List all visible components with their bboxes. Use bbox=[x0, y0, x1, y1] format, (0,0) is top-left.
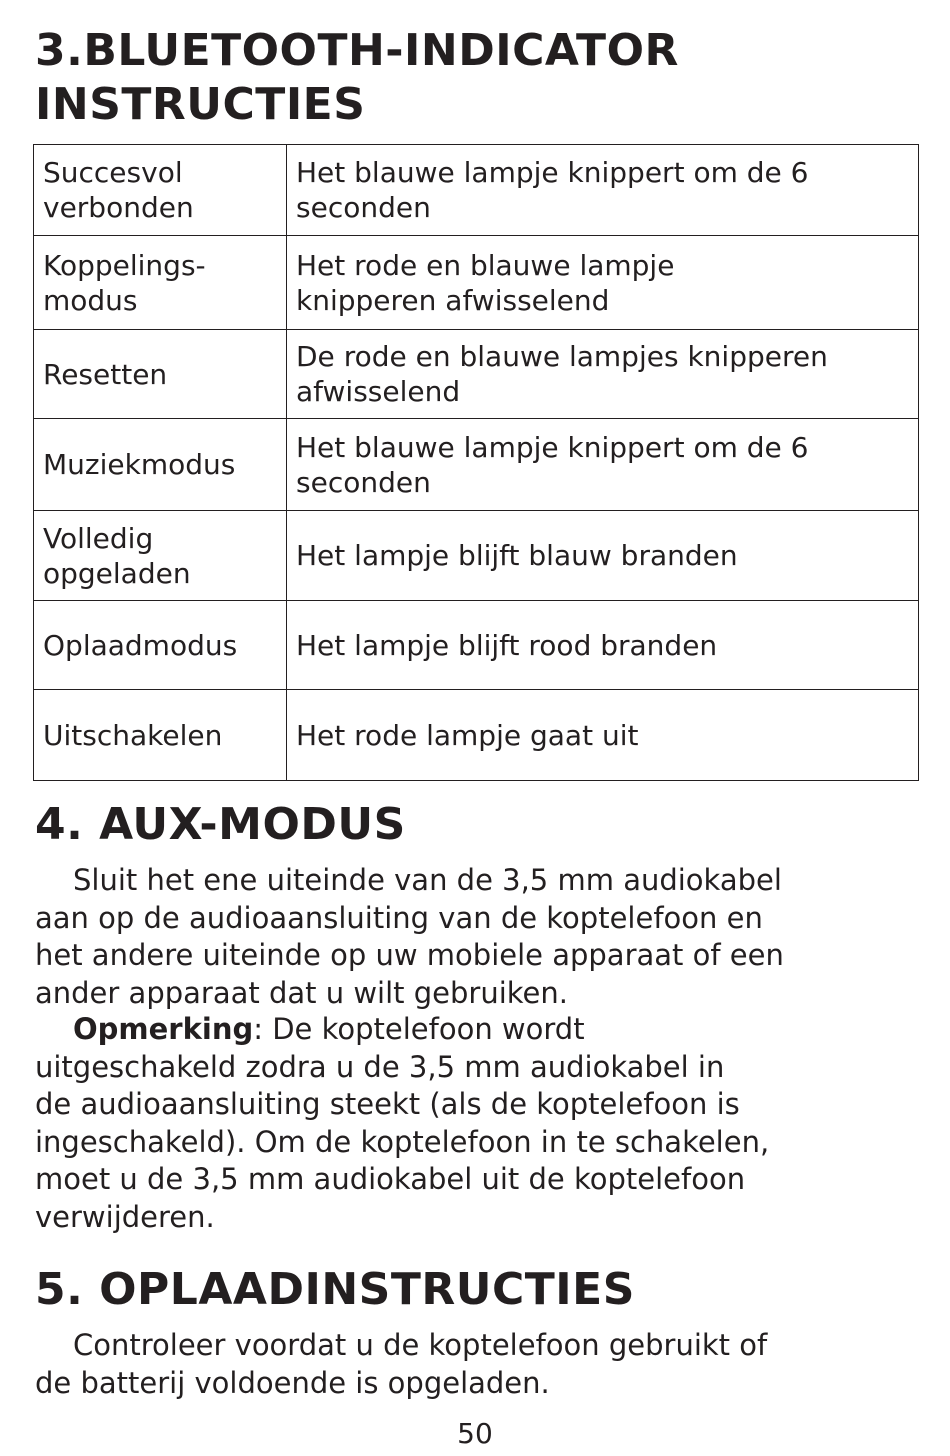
status-cell bbox=[34, 236, 287, 330]
section-4-title: 4. AUX-MODUS bbox=[35, 799, 406, 850]
status-cell bbox=[34, 330, 287, 419]
section-3-title-line-2: INSTRUCTIES bbox=[35, 79, 366, 130]
status-text: Koppelings- bbox=[43, 248, 206, 282]
charging-paragraph bbox=[35, 1327, 915, 1402]
status-cell bbox=[34, 690, 287, 781]
status-cell bbox=[34, 511, 287, 601]
section-3-title bbox=[35, 24, 915, 132]
description-cell bbox=[287, 419, 919, 511]
page-number: 50 bbox=[457, 1417, 493, 1450]
section-5-title: 5. OPLAADINSTRUCTIES bbox=[35, 1264, 635, 1315]
paragraph-line: ingeschakeld). Om de koptelefoon in te schakelen, bbox=[35, 1124, 770, 1159]
paragraph-line: Controleer voordat u de koptelefoon gebruikt of bbox=[73, 1328, 768, 1362]
status-cell bbox=[34, 145, 287, 236]
description-text: Het blauwe lampje knippert om de 6 bbox=[296, 430, 809, 464]
table-row bbox=[34, 236, 919, 330]
description-text: Het lampje blijft blauw branden bbox=[296, 539, 738, 572]
status-text: Muziekmodus bbox=[43, 448, 236, 481]
paragraph-line: : De koptelefoon wordt bbox=[253, 1012, 585, 1046]
table-row bbox=[34, 601, 919, 690]
status-text: Uitschakelen bbox=[43, 718, 223, 752]
table-row bbox=[34, 419, 919, 511]
bluetooth-indicator-table bbox=[33, 144, 919, 781]
description-text: Het rode en blauwe lampje bbox=[296, 248, 675, 282]
aux-mode-paragraph bbox=[35, 862, 915, 1012]
aux-mode-note bbox=[35, 1011, 915, 1236]
description-cell bbox=[287, 145, 919, 236]
status-text: Resetten bbox=[43, 357, 168, 391]
paragraph-line: Sluit het ene uiteinde van de 3,5 mm audiokabel bbox=[73, 863, 782, 897]
status-text: Volledig bbox=[43, 521, 154, 555]
paragraph-line: het andere uiteinde op uw mobiele apparaat of een bbox=[35, 938, 784, 972]
paragraph-line: moet u de 3,5 mm audiokabel uit de koptelefoon bbox=[35, 1162, 746, 1196]
section-3-title-line-1: 3.BLUETOOTH-INDICATOR bbox=[35, 25, 679, 76]
status-text: Oplaadmodus bbox=[43, 628, 238, 662]
description-text: seconden bbox=[296, 191, 431, 224]
description-cell bbox=[287, 511, 919, 601]
paragraph-line: ander apparaat dat u wilt gebruiken. bbox=[35, 975, 568, 1010]
description-text: afwisselend bbox=[296, 375, 461, 408]
status-text: verbonden bbox=[43, 191, 194, 224]
status-text: modus bbox=[43, 283, 138, 317]
status-cell bbox=[34, 419, 287, 511]
description-text: Het lampje blijft rood branden bbox=[296, 628, 718, 662]
description-cell bbox=[287, 330, 919, 419]
table-row bbox=[34, 145, 919, 236]
description-cell bbox=[287, 690, 919, 781]
description-text: Het rode lampje gaat uit bbox=[296, 718, 639, 752]
description-cell bbox=[287, 601, 919, 690]
status-text: Succesvol bbox=[43, 156, 183, 189]
paragraph-line: de batterij voldoende is opgeladen. bbox=[35, 1365, 550, 1400]
description-text: seconden bbox=[296, 465, 431, 499]
status-text: opgeladen bbox=[43, 556, 191, 590]
description-text: Het blauwe lampje knippert om de 6 bbox=[296, 156, 809, 189]
description-text: De rode en blauwe lampjes knipperen bbox=[296, 340, 828, 373]
table-row bbox=[34, 330, 919, 419]
table-row bbox=[34, 511, 919, 601]
paragraph-line: verwijderen. bbox=[35, 1199, 215, 1234]
description-text: knipperen afwisselend bbox=[296, 283, 610, 317]
paragraph-line: de audioaansluiting steekt (als de koptelefoon is bbox=[35, 1087, 740, 1121]
table-row bbox=[34, 690, 919, 781]
description-cell bbox=[287, 236, 919, 330]
status-cell bbox=[34, 601, 287, 690]
note-label: Opmerking bbox=[73, 1012, 254, 1046]
paragraph-line: aan op de audioaansluiting van de koptelefoon en bbox=[35, 900, 763, 935]
paragraph-line: uitgeschakeld zodra u de 3,5 mm audiokabel in bbox=[35, 1049, 725, 1084]
